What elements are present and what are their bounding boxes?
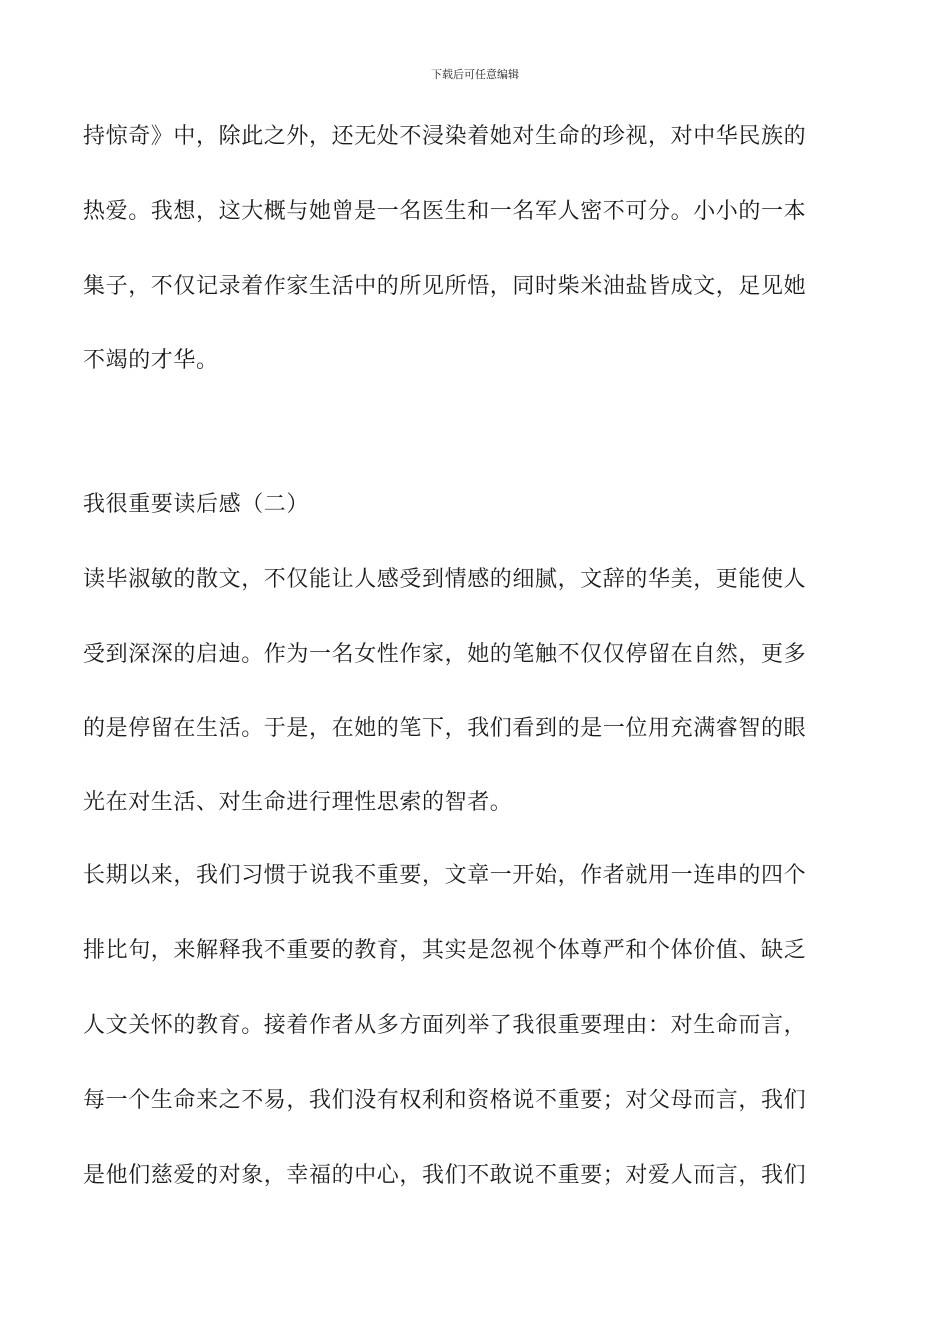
paragraph-line: 读毕淑敏的散文，不仅能让人感受到情感的细腻，文辞的华美，更能使人: [83, 567, 807, 592]
paragraph-line: 是他们慈爱的对象，幸福的中心，我们不敢说不重要；对爱人而言，我们: [83, 1163, 807, 1188]
paragraph-line: 热爱。我想，这大概与她曾是一名医生和一名军人密不可分。小小的一本: [83, 199, 807, 224]
paragraph-line: 持惊奇》中，除此之外，还无处不浸染着她对生命的珍视，对中华民族的: [83, 124, 807, 149]
paragraph-line: 不竭的才华。: [83, 348, 219, 373]
paragraph-line: 的是停留在生活。于是，在她的笔下，我们看到的是一位用充满睿智的眼: [83, 716, 807, 741]
paragraph-line: 集子，不仅记录着作家生活中的所见所悟，同时柴米油盐皆成文，足见她: [83, 274, 807, 299]
paragraph-line: 每一个生命来之不易，我们没有权利和资格说不重要；对父母而言，我们: [83, 1088, 807, 1113]
paragraph-line: 排比句，来解释我不重要的教育，其实是忽视个体尊严和个体价值、缺乏: [83, 938, 807, 963]
paragraph-line: 受到深深的启迪。作为一名女性作家，她的笔触不仅仅停留在自然，更多: [83, 642, 807, 667]
paragraph-line: 人文关怀的教育。接着作者从多方面列举了我很重要理由：对生命而言，: [83, 1013, 807, 1038]
page-header: 下载后可任意编辑: [431, 68, 519, 81]
paragraph-line: 长期以来，我们习惯于说我不重要，文章一开始，作者就用一连串的四个: [83, 863, 807, 888]
section-title: 我很重要读后感（二）: [83, 492, 310, 517]
paragraph-line: 光在对生活、对生命进行理性思索的智者。: [83, 790, 513, 815]
